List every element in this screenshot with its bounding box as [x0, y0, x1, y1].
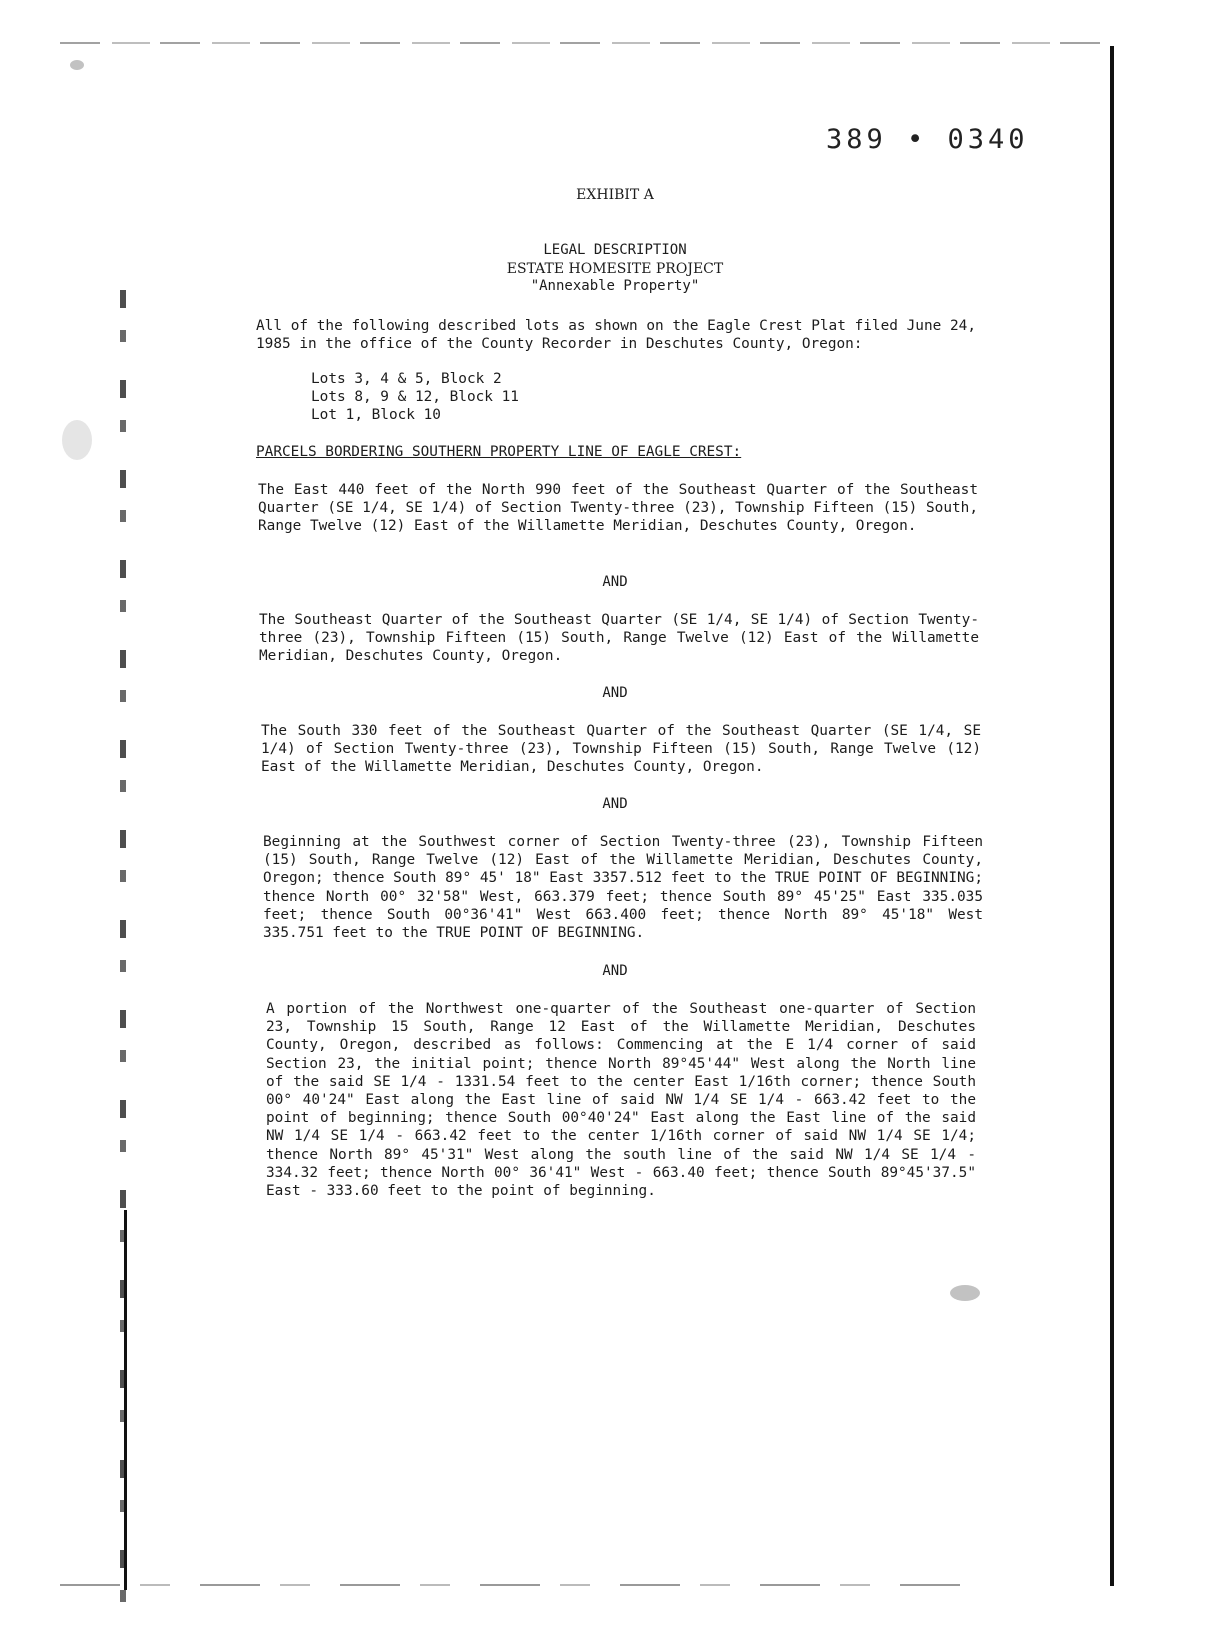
title-legal-description: LEGAL DESCRIPTION — [543, 242, 687, 258]
intro-paragraph: All of the following described lots as shown on the Eagle Crest Plat filed June 24, 1985 in the office of the County Recorder in Deschutes County, Oregon: — [256, 318, 976, 353]
title-project: ESTATE HOMESITE PROJECT — [506, 261, 724, 277]
and-separator: AND — [602, 574, 628, 590]
and-separator: AND — [602, 963, 628, 979]
exhibit-label: EXHIBIT A — [576, 187, 654, 203]
scan-left-edge — [124, 1210, 127, 1590]
parcel-paragraph-5: A portion of the Northwest one-quarter of the Southeast one-quarter of Section 23, Township 15 South, Range 12 East of the Willamette Meridian, Deschutes County, Oregon, described as follows: Commencing at the E 1/4 corner of said Section 23, the initial point; thence North 89°45'44" West along the North line of the said SE 1/4 - 1331.54 feet to the center East 1/16th corner; thence South 00° 40'24" East along the East line of said NW 1/4 SE 1/4 - 663.42 feet to the point of beginning; thence South 00°40'24" East along the East line of the said NW 1/4 SE 1/4 - 663.42 feet to the center 1/16th corner of said NW 1/4 SE 1/4; thence North 89° 45'31" West along the south line of the said NW 1/4 SE 1/4 - 334.32 feet; thence North 00° 36'41" West - 663.40 feet; thence South 89°45'37.5" East - 333.60 feet to the point of beginning. — [266, 1001, 976, 1200]
lots-item: Lots 3, 4 & 5, Block 2 — [311, 371, 502, 387]
parcel-paragraph-1: The East 440 feet of the North 990 feet of the Southeast Quarter of the Southeast Quarter (SE 1/4, SE 1/4) of Section Twenty-three (23), Township Fifteen (15) South, Range Twelve (12) East of the Willamette Meridian, Deschutes County, Oregon. — [258, 482, 978, 535]
scan-top-edge — [60, 42, 1110, 44]
scan-bottom-edge — [60, 1584, 980, 1586]
scan-speck — [70, 60, 84, 70]
scan-speck — [950, 1285, 980, 1301]
scan-speck — [62, 420, 92, 460]
scan-right-border — [1110, 46, 1114, 1586]
parcel-paragraph-3: The South 330 feet of the Southeast Quarter of the Southeast Quarter (SE 1/4, SE 1/4) of Section Twenty-three (23), Township Fifteen (15) South, Range Twelve (12) East of the Willamette Meridian, Deschutes County, Oregon. — [261, 723, 981, 776]
and-separator: AND — [602, 685, 628, 701]
parcel-paragraph-2: The Southeast Quarter of the Southeast Quarter (SE 1/4, SE 1/4) of Section Twenty-three (23), Township Fifteen (15) South, Range Twelve (12) East of the Willamette Meridian, Deschutes County, Oregon. — [259, 612, 979, 665]
and-separator: AND — [602, 796, 628, 812]
section-heading: PARCELS BORDERING SOUTHERN PROPERTY LINE OF EAGLE CREST: — [256, 444, 742, 460]
document-number-stamp: 389 • 0340 — [826, 124, 1029, 155]
parcel-paragraph-4: Beginning at the Southwest corner of Section Twenty-three (23), Township Fifteen (15) South, Range Twelve (12) East of the Willamette Meridian, Deschutes County, Oregon; thence South 89° 45' 18" East 3357.512 feet to the TRUE POINT OF BEGINNING; thence North 00° 32'58" West, 663.379 feet; thence South 89° 45'25" East 335.035 feet; thence South 00°36'41" West 663.400 feet; thence North 89° 45'18" West 335.751 feet to the TRUE POINT OF BEGINNING. — [263, 834, 983, 942]
title-annexable: "Annexable Property" — [530, 278, 700, 294]
lots-item: Lots 8, 9 & 12, Block 11 — [311, 389, 519, 405]
lots-list — [311, 370, 519, 424]
lots-item: Lot 1, Block 10 — [311, 407, 441, 423]
